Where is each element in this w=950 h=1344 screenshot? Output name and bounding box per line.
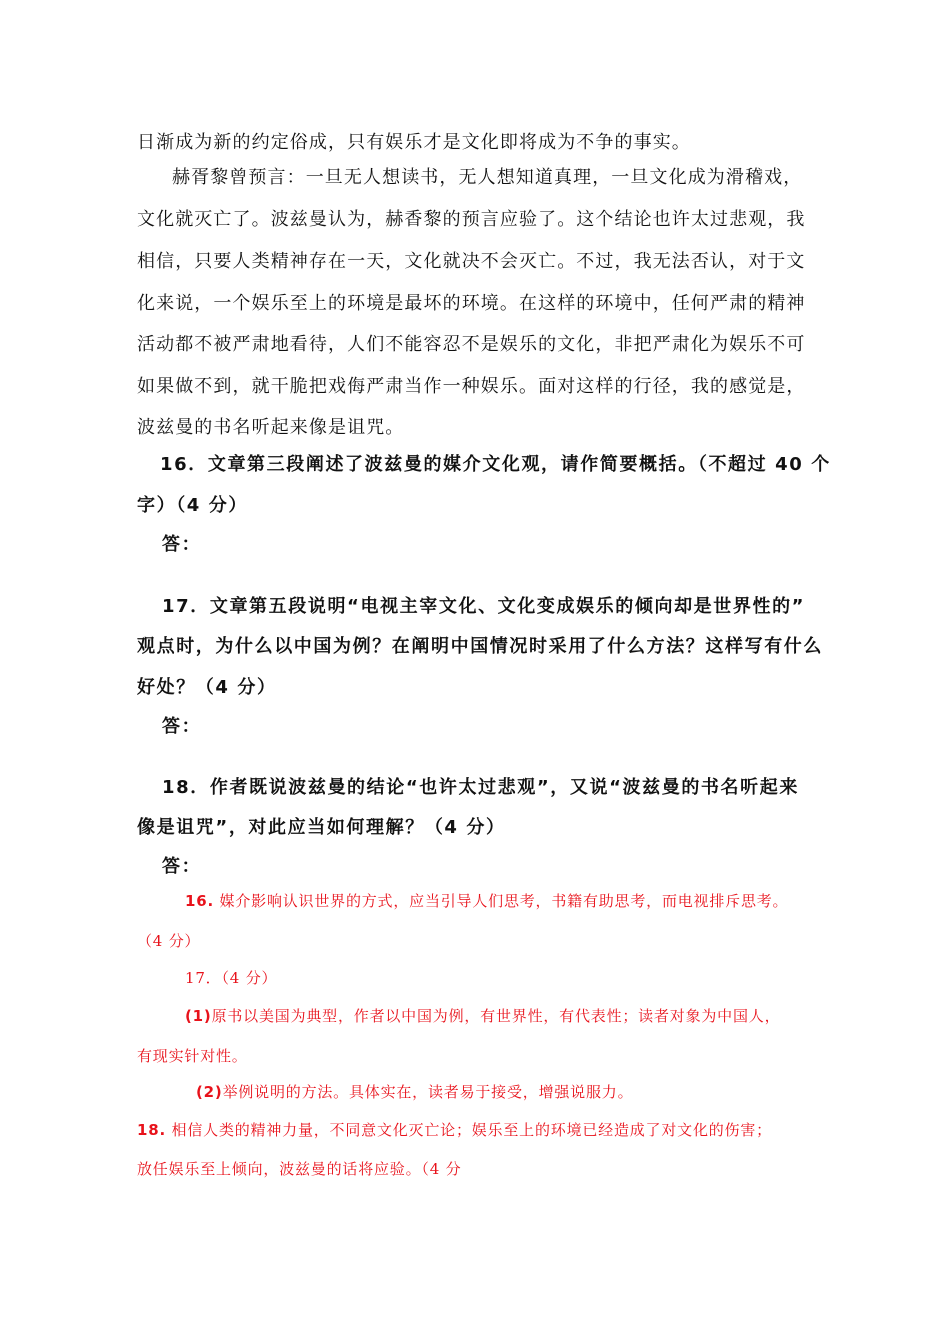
answer-18-continued: 放任娱乐至上倾向，波兹曼的话将应验。（4 分 bbox=[137, 1160, 462, 1178]
point-number: (2) bbox=[196, 1083, 223, 1101]
answer-16-continued: （4 分） bbox=[137, 932, 201, 950]
point-number: (1) bbox=[185, 1007, 212, 1025]
answer-label: 答： bbox=[162, 534, 202, 555]
passage-line: 日渐成为新的约定俗成，只有娱乐才是文化即将成为不争的事实。 bbox=[137, 132, 691, 153]
passage-line: 化来说，一个娱乐至上的环境是最坏的环境。在这样的环境中，任何严肃的精神 bbox=[137, 293, 806, 314]
passage-line: 波兹曼的书名听起来像是诅咒。 bbox=[137, 417, 405, 438]
question-16-continued: 字）（4 分） bbox=[137, 495, 248, 516]
question-18-continued: 像是诅咒”，对此应当如何理解？（4 分） bbox=[137, 817, 506, 838]
passage-line: 赫胥黎曾预言：一旦无人想读书，无人想知道真理，一旦文化成为滑稽戏， bbox=[172, 167, 803, 188]
answer-16-text: 媒介影响认识世界的方式，应当引导人们思考，书籍有助思考，而电视排斥思考。 bbox=[213, 892, 789, 910]
answer-17-point-1-continued: 有现实针对性。 bbox=[137, 1047, 248, 1065]
question-17: 17．文章第五段说明“电视主宰文化、文化变成娱乐的倾向却是世界性的” bbox=[162, 596, 806, 617]
answer-17-heading: 17．（4 分） bbox=[185, 969, 278, 987]
passage-line: 文化就灭亡了。波兹曼认为，赫香黎的预言应验了。这个结论也许太过悲观，我 bbox=[137, 209, 806, 230]
answer-label: 答： bbox=[162, 716, 202, 737]
answer-18 bbox=[137, 1119, 772, 1140]
answer-label: 答： bbox=[162, 856, 202, 877]
question-17-continued: 观点时，为什么以中国为例？在阐明中国情况时采用了什么方法？这样写有什么 bbox=[137, 636, 823, 657]
question-18: 18．作者既说波兹曼的结论“也许太过悲观”，又说“波兹曼的书名听起来 bbox=[162, 777, 799, 798]
answer-16 bbox=[185, 890, 788, 911]
passage-line: 如果做不到，就干脆把戏侮严肃当作一种娱乐。面对这样的行径，我的感觉是， bbox=[137, 376, 806, 397]
passage-line: 相信，只要人类精神存在一天，文化就决不会灭亡。不过，我无法否认，对于文 bbox=[137, 251, 806, 272]
question-17-continued: 好处？（4 分） bbox=[137, 677, 277, 698]
point-text: 原书以美国为典型，作者以中国为例，有世界性，有代表性；读者对象为中国人， bbox=[211, 1007, 781, 1025]
answer-17-point-1 bbox=[185, 1005, 780, 1026]
point-text: 举例说明的方法。具体实在，读者易于接受，增强说服力。 bbox=[222, 1083, 634, 1101]
answer-18-number: 18. bbox=[137, 1121, 166, 1139]
question-16: 16．文章第三段阐述了波兹曼的媒介文化观，请作简要概括。（不超过 40 个 bbox=[160, 454, 831, 475]
answer-17-point-2 bbox=[196, 1081, 633, 1102]
answer-18-text: 相信人类的精神力量，不同意文化灭亡论；娱乐至上的环境已经造成了对文化的伤害； bbox=[165, 1121, 772, 1139]
answer-16-number: 16. bbox=[185, 892, 214, 910]
passage-line: 活动都不被严肃地看待，人们不能容忍不是娱乐的文化，非把严肃化为娱乐不可 bbox=[137, 334, 806, 355]
